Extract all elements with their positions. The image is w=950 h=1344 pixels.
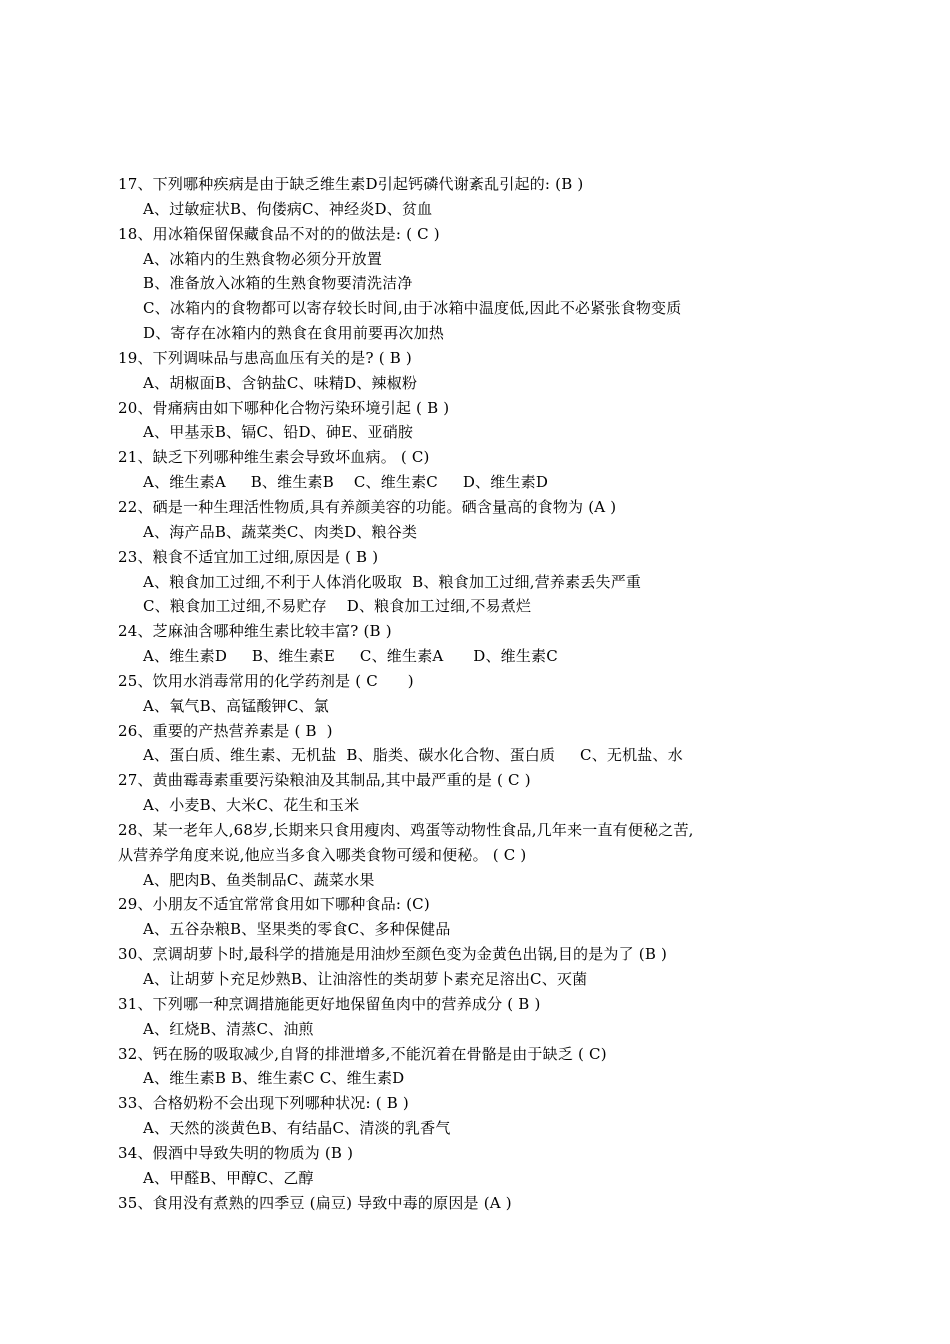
question-line: 19、下列调味品与患高血压有关的是? ( B ) [118, 348, 412, 367]
option-line: A、维生素D B、维生素E C、维生素A D、维生素C [143, 647, 558, 666]
question-line: 31、下列哪一种烹调措施能更好地保留鱼肉中的营养成分 ( B ) [118, 994, 541, 1013]
question-line: 21、缺乏下列哪种维生素会导致坏血病。 ( C) [118, 448, 430, 467]
option-line: A、过敏症状B、佝偻病C、神经炎D、贫血 [143, 199, 433, 218]
option-line: A、红烧B、清蒸C、油煎 [143, 1019, 314, 1038]
question-line: 33、合格奶粉不会出现下列哪种状况: ( B ) [118, 1094, 409, 1113]
option-line: A、天然的淡黄色B、有结晶C、清淡的乳香气 [143, 1119, 451, 1138]
question-line: 27、黄曲霉毒素重要污染粮油及其制品,其中最严重的是 ( C ) [118, 771, 531, 790]
question-list [118, 172, 878, 1215]
question-line: 从营养学角度来说,他应当多食入哪类食物可缓和便秘。 ( C ) [118, 845, 527, 864]
option-line: A、冰箱内的生熟食物必须分开放置 [143, 249, 383, 268]
question-line: 20、骨痛病由如下哪种化合物污染环境引起 ( B ) [118, 398, 450, 417]
question-line: 30、烹调胡萝卜时,最科学的措施是用油炒至颜色变为金黄色出锅,目的是为了 (B ) [118, 945, 668, 964]
option-line: A、让胡萝卜充足炒熟B、让油溶性的类胡萝卜素充足溶出C、灭菌 [143, 970, 588, 988]
option-line: A、海产品B、蔬菜类C、肉类D、粮谷类 [143, 522, 418, 541]
question-line: 17、下列哪种疾病是由于缺乏维生素D引起钙磷代谢紊乱引起的: (B ) [118, 175, 584, 193]
option-line: A、维生素A B、维生素B C、维生素C D、维生素D [143, 473, 549, 492]
question-line: 32、钙在肠的吸取减少,自肾的排泄增多,不能沉着在骨骼是由于缺乏 ( C) [118, 1044, 607, 1063]
question-line: 35、食用没有煮熟的四季豆 (扁豆) 导致中毒的原因是 (A ) [118, 1193, 512, 1212]
question-line: 25、饮用水消毒常用的化学药剂是 ( C ) [118, 671, 414, 690]
option-line: A、小麦B、大米C、花生和玉米 [143, 796, 360, 815]
option-line: A、蛋白质、维生素、无机盐 B、脂类、碳水化合物、蛋白质 C、无机盐、水 [143, 746, 683, 765]
question-line: 24、芝麻油含哪种维生素比较丰富? (B ) [118, 622, 392, 641]
question-line: 22、硒是一种生理活性物质,具有养颜美容的功能。硒含量高的食物为 (A ) [118, 497, 617, 516]
option-line: B、准备放入冰箱的生熟食物要清洗洁净 [143, 274, 413, 293]
option-line: A、维生素B B、维生素C C、维生素D [143, 1069, 405, 1088]
option-line: A、五谷杂粮B、坚果类的零食C、多种保健品 [143, 920, 451, 939]
option-line: A、肥肉B、鱼类制品C、蔬菜水果 [143, 870, 375, 889]
option-line: A、甲醛B、甲醇C、乙醇 [143, 1168, 314, 1187]
option-line: A、甲基汞B、镉C、铅D、砷E、亚硝胺 [143, 423, 414, 442]
option-line: D、寄存在冰箱内的熟食在食用前要再次加热 [143, 324, 445, 343]
option-line: C、粮食加工过细,不易贮存 D、粮食加工过细,不易煮烂 [143, 597, 532, 616]
option-line: A、氧气B、高锰酸钾C、氯 [143, 696, 329, 715]
option-line: C、冰箱内的食物都可以寄存较长时间,由于冰箱中温度低,因此不必紧张食物变质 [143, 299, 682, 318]
question-line: 18、用冰箱保留保藏食品不对的的做法是: ( C ) [118, 224, 440, 243]
question-line: 26、重要的产热营养素是 ( B ) [118, 721, 333, 740]
question-line: 23、粮食不适宜加工过细,原因是 ( B ) [118, 547, 379, 566]
option-line: A、粮食加工过细,不利于人体消化吸取 B、粮食加工过细,营养素丢失严重 [143, 572, 642, 591]
question-line: 29、小朋友不适宜常常食用如下哪种食品: (C) [118, 895, 430, 914]
question-line: 28、某一老年人,68岁,长期来只食用瘦肉、鸡蛋等动物性食品,几年来一直有便秘之苦, [118, 820, 694, 839]
option-line: A、胡椒面B、含钠盐C、味精D、辣椒粉 [143, 373, 418, 392]
question-line: 34、假酒中导致失明的物质为 (B ) [118, 1143, 354, 1162]
